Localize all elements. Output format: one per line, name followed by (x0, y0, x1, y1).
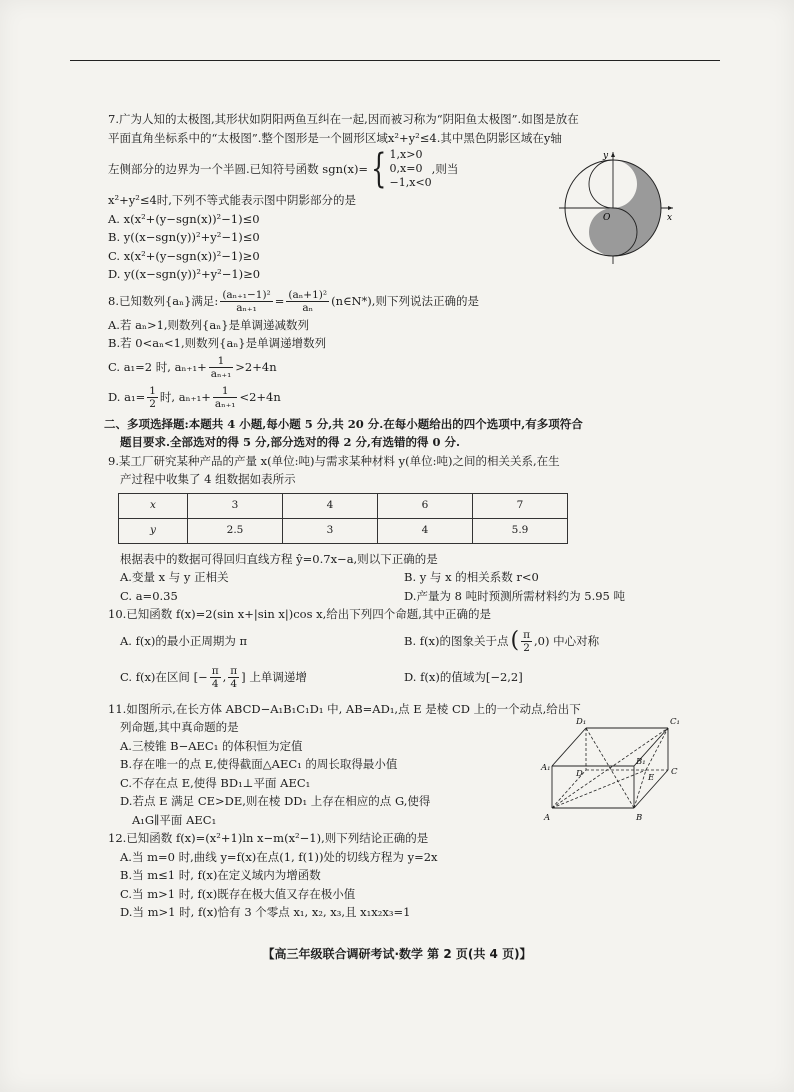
q8-fraction-1 (220, 289, 272, 314)
sgn-case-3: −1,x<0 (389, 176, 432, 189)
q10-b-num: π (523, 629, 530, 641)
page-footer: 【高三年级联合调研考试·数学 第 2 页(共 4 页)】 (262, 947, 532, 961)
section-2-line-2: 题目要求.全部选对的得 5 分,部分选对的得 2 分,有选错的得 0 分. (120, 435, 461, 449)
q8-c-pre: C. a₁=2 时, aₙ₊₁+ (108, 360, 207, 375)
q8-fraction-2 (286, 289, 329, 314)
table-row-x (119, 493, 568, 518)
q7-option-a: A. x(x²+(y−sgn(x))²−1)≤0 (108, 211, 260, 226)
q8-option-d (108, 383, 688, 413)
q8-option-c (108, 353, 688, 383)
q11-option-a: A.三棱锥 B−AEC₁ 的体积恒为定值 (120, 738, 303, 753)
q11-option-b: B.存在唯一的点 E,使得截面△AEC₁ 的周长取得最小值 (120, 757, 398, 771)
origin-label: O (603, 213, 611, 223)
q7-option-c: C. x(x²+(y−sgn(x))²−1)≥0 (108, 248, 260, 263)
q8-d-n2: 1 (213, 385, 238, 398)
q8-f1-den: aₙ₊₁ (236, 302, 257, 314)
q8-pre: 8.已知数列{aₙ}满足: (108, 294, 219, 309)
table-cell: 2.5 (188, 518, 283, 543)
q8-f1-num: (aₙ₊₁−1)² (222, 289, 271, 301)
sgn-cases (368, 148, 432, 190)
q12-option-d: D.当 m>1 时, f(x)恰有 3 个零点 x₁, x₂, x₃,且 x₁x₂x₃=1 (120, 905, 411, 919)
q8-stem (108, 288, 688, 316)
q8-post: (n∈N*),则下列说法正确的是 (331, 294, 479, 309)
q10-c-fraction-2 (228, 665, 239, 690)
question-10 (108, 605, 688, 696)
q8-c-post: >2+4n (235, 360, 277, 375)
q12-option-b: B.当 m≤1 时, f(x)在定义域内为增函数 (120, 868, 321, 882)
top-rule (70, 60, 720, 61)
q10-option-a: A. f(x)的最小正周期为 π (120, 634, 248, 649)
table-cell: 6 (378, 493, 473, 518)
q10-b-pre: B. f(x)的图象关于点 (404, 634, 509, 649)
q11-line-2: 列命题,其中真命题的是 (120, 720, 239, 734)
q9-line-2: 产过程中收集了 4 组数据如表所示 (120, 472, 296, 486)
q10-line-1: 10.已知函数 f(x)=2(sin x+|sin x|)cos x,给出下列四个命题,其中正确的是 (108, 607, 491, 621)
q8-c-fraction (209, 355, 234, 380)
q10-c-n1: π (211, 665, 219, 677)
label-a1: A₁ (541, 763, 551, 773)
q10-c-d2: 4 (230, 678, 238, 690)
question-8 (108, 288, 688, 413)
x-label: x (667, 213, 673, 223)
label-c1: C₁ (670, 717, 680, 727)
q8-c-den: aₙ₊₁ (210, 368, 232, 380)
q10-b-den: 2 (523, 642, 530, 654)
table-cell: 3 (188, 493, 283, 518)
label-a: A (544, 813, 551, 823)
cuboid-figure (540, 704, 690, 832)
q8-eq: = (274, 294, 285, 309)
q9-option-d: D.产量为 8 吨时预测所需材料约为 5.95 吨 (404, 588, 626, 603)
sgn-case-1: 1,x>0 (389, 148, 423, 161)
q7-option-d: D. y((x−sgn(y))²+y²−1)≥0 (108, 267, 261, 281)
q12-line-1: 12.已知函数 f(x)=(x²+1)ln x−m(x²−1),则下列结论正确的是 (108, 831, 429, 845)
q8-f2-den: aₙ (302, 302, 314, 314)
edge-a1d1 (552, 728, 586, 766)
label-b1: B₁ (636, 757, 646, 767)
q10-options-ab (108, 624, 688, 660)
q10-option-b (404, 629, 688, 654)
q12-option-c: C.当 m>1 时, f(x)既存在极大值又存在极小值 (120, 886, 356, 901)
question-9 (108, 452, 688, 606)
q11-option-c: C.不存在点 E,使得 BD₁⊥平面 AEC₁ (120, 775, 311, 790)
q10-c-post: ] 上单调递增 (241, 670, 307, 685)
q9-option-b: B. y 与 x 的相关系数 r<0 (404, 570, 539, 584)
table-cell: x (119, 493, 188, 518)
q8-c-num: 1 (209, 355, 234, 368)
q9-option-c: C. a=0.35 (120, 588, 178, 603)
q8-d-pre: D. a₁= (108, 390, 146, 405)
section-2-line-1: 二、多项选择题:本题共 4 小题,每小题 5 分,共 20 分.在每小题给出的四个选项中,有多项符合 (104, 416, 583, 431)
q9-data-table (118, 493, 568, 544)
label-e: E (648, 773, 655, 783)
q9-line-3: 根据表中的数据可得回归直线方程 ŷ=0.7x−a,则以下正确的是 (120, 551, 438, 566)
q11-line-1: 11.如图所示,在长方体 ABCD−A₁B₁C₁D₁ 中, AB=AD₁,点 E 是棱 CD 上的一个动点,给出下 (108, 701, 581, 716)
taiji-figure (555, 146, 677, 266)
q10-b-fraction (521, 629, 532, 654)
q7-line-2: 平面直角坐标系中的“太极图”.整个图形是一个圆形区域x²+y²≤4.其中黑色阴影区域在y轴 (108, 130, 562, 145)
q9-line-1: 9.某工厂研究某种产品的产量 x(单位:吨)与需求某种材料 y(单位:吨)之间的相关关系,在生 (108, 453, 560, 468)
q10-c-d1: 4 (211, 678, 219, 690)
q10-options-cd (108, 660, 688, 696)
q11-option-d-1: D.若点 E 满足 CE>DE,则在棱 DD₁ 上存在相应的点 G,使得 (120, 794, 431, 808)
label-b: B (636, 813, 643, 823)
sgn-case-2: 0,x=0 (389, 162, 423, 175)
q10-option-c (120, 665, 404, 690)
q7-line-1: 7.广为人知的太极图,其形状如阴阳两鱼互纠在一起,因而被习称为“阴阳鱼太极图”.如图是放在 (108, 112, 579, 126)
table-row-y (119, 518, 568, 543)
x-axis-arrow (668, 206, 673, 210)
table-cell: 4 (378, 518, 473, 543)
q8-option-a: A.若 aₙ>1,则数列{aₙ}是单调递减数列 (108, 317, 310, 332)
table-cell: 4 (283, 493, 378, 518)
q11-option-d-2: A₁G∥平面 AEC₁ (132, 812, 217, 827)
q8-d-d2: aₙ₊₁ (214, 398, 236, 410)
q8-d-mid: 时, aₙ₊₁+ (159, 390, 211, 405)
q9-option-a: A.变量 x 与 y 正相关 (120, 570, 229, 584)
q7-line-4: x²+y²≤4时,下列不等式能表示图中阴影部分的是 (108, 193, 356, 207)
q7-option-b: B. y((x−sgn(y))²+y²−1)≤0 (108, 230, 260, 244)
q10-option-d: D. f(x)的值域为[−2,2] (404, 670, 523, 685)
q8-f2-num: (aₙ+1)² (288, 289, 328, 301)
q10-c-n2: π (230, 665, 238, 677)
y-label: y (603, 151, 609, 161)
q8-d-d1: 2 (149, 398, 156, 410)
q12-option-a: A.当 m=0 时,曲线 y=f(x)在点(1, f(1))处的切线方程为 y=2x (120, 849, 438, 864)
left-brace: { (371, 146, 387, 192)
q7-then: ,则当 (431, 161, 459, 176)
label-d: D (576, 769, 583, 779)
section-2-header (104, 415, 688, 452)
label-d1: D₁ (576, 717, 587, 727)
q8-d-fraction-1 (147, 385, 158, 410)
q7-sgn-definition: 左侧部分的边界为一个半圆.已知符号函数 sgn(x)= (108, 161, 369, 176)
question-12 (108, 829, 688, 922)
table-cell: 7 (473, 493, 568, 518)
table-cell: 5.9 (473, 518, 568, 543)
table-cell: 3 (283, 518, 378, 543)
segment-be (634, 770, 646, 808)
q10-c-fraction-1 (210, 665, 221, 690)
table-cell: y (119, 518, 188, 543)
q9-options-ab (108, 568, 688, 587)
q10-c-pre: C. f(x)在区间 [− (120, 670, 208, 685)
q8-d-post: <2+4n (239, 390, 281, 405)
label-c: C (671, 767, 678, 777)
y-axis-arrow (611, 152, 615, 157)
q10-b-post: ,0) 中心对称 (533, 634, 600, 649)
q10-b-lparen: ( (510, 628, 520, 654)
q9-options-cd (108, 587, 688, 606)
q8-d-n1: 1 (149, 385, 156, 397)
segment-bd1 (586, 728, 634, 808)
q10-c-mid: , (222, 670, 227, 685)
q8-option-b: B.若 0<aₙ<1,则数列{aₙ}是单调递增数列 (108, 336, 327, 350)
q8-d-fraction-2 (213, 385, 238, 410)
